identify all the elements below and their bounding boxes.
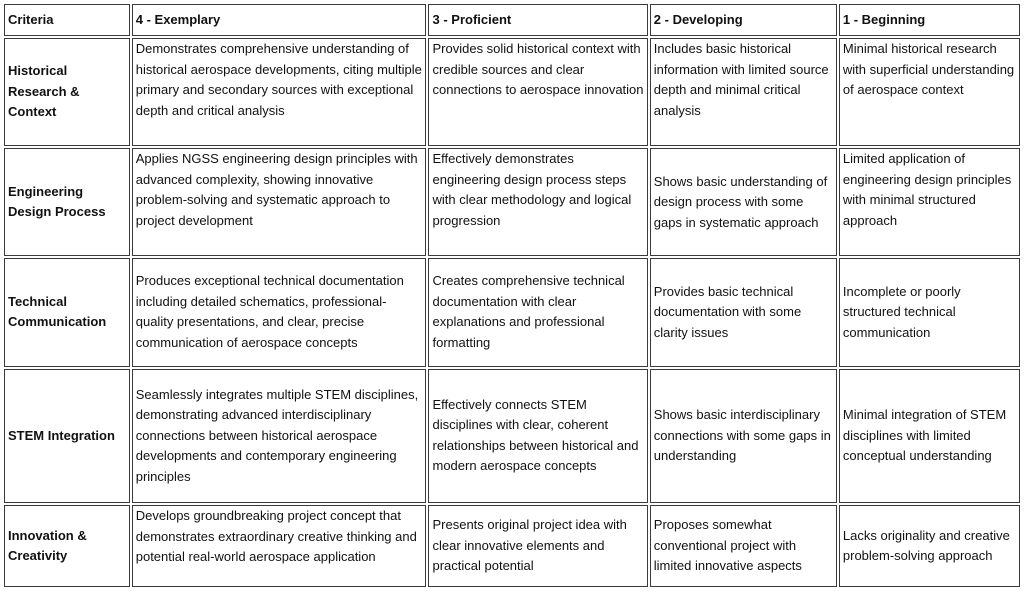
exemplary-cell: Seamlessly integrates multiple STEM disciplines, demonstrating advanced interdisciplinary connections between historical aerospace developments and contemporary engineering principles bbox=[132, 369, 427, 504]
proficient-cell: Effectively demonstrates engineering design process steps with clear methodology and logical progression bbox=[428, 148, 647, 256]
header-beginning: 1 - Beginning bbox=[839, 4, 1020, 36]
rubric-row-stem-integration bbox=[4, 369, 1020, 504]
exemplary-cell: Applies NGSS engineering design principles with advanced complexity, showing innovative problem-solving and systematic approach to project development bbox=[132, 148, 427, 256]
beginning-cell: Incomplete or poorly structured technical communication bbox=[839, 258, 1020, 366]
developing-cell: Includes basic historical information with limited source depth and minimal critical analysis bbox=[650, 38, 837, 146]
criteria-cell: Innovation & Creativity bbox=[4, 505, 130, 587]
header-developing: 2 - Developing bbox=[650, 4, 837, 36]
developing-cell: Shows basic understanding of design process with some gaps in systematic approach bbox=[650, 148, 837, 256]
exemplary-cell: Produces exceptional technical documentation including detailed schematics, professional-quality presentations, and clear, precise communication of aerospace concepts bbox=[132, 258, 427, 366]
beginning-cell: Minimal historical research with superficial understanding of aerospace context bbox=[839, 38, 1020, 146]
rubric-row-innovation-creativity bbox=[4, 505, 1020, 587]
beginning-cell: Minimal integration of STEM disciplines with limited conceptual understanding bbox=[839, 369, 1020, 504]
proficient-cell: Creates comprehensive technical documentation with clear explanations and professional formatting bbox=[428, 258, 647, 366]
developing-cell: Proposes somewhat conventional project with limited innovative aspects bbox=[650, 505, 837, 587]
proficient-cell: Effectively connects STEM disciplines with clear, coherent relationships between historical and modern aerospace concepts bbox=[428, 369, 647, 504]
proficient-cell: Presents original project idea with clear innovative elements and practical potential bbox=[428, 505, 647, 587]
rubric-row-technical-communication bbox=[4, 258, 1020, 366]
header-criteria: Criteria bbox=[4, 4, 130, 36]
criteria-cell: Historical Research & Context bbox=[4, 38, 130, 146]
header-exemplary: 4 - Exemplary bbox=[132, 4, 427, 36]
developing-cell: Provides basic technical documentation with some clarity issues bbox=[650, 258, 837, 366]
criteria-cell: Engineering Design Process bbox=[4, 148, 130, 256]
rubric-row-engineering-design bbox=[4, 148, 1020, 256]
header-proficient: 3 - Proficient bbox=[428, 4, 647, 36]
developing-cell: Shows basic interdisciplinary connections with some gaps in understanding bbox=[650, 369, 837, 504]
beginning-cell: Limited application of engineering design principles with minimal structured approach bbox=[839, 148, 1020, 256]
criteria-cell: STEM Integration bbox=[4, 369, 130, 504]
exemplary-cell: Develops groundbreaking project concept that demonstrates extraordinary creative thinking and potential real-world aerospace application bbox=[132, 505, 427, 587]
proficient-cell: Provides solid historical context with credible sources and clear connections to aerospace innovation bbox=[428, 38, 647, 146]
beginning-cell: Lacks originality and creative problem-solving approach bbox=[839, 505, 1020, 587]
exemplary-cell: Demonstrates comprehensive understanding of historical aerospace developments, citing multiple primary and secondary sources with exceptional depth and critical analysis bbox=[132, 38, 427, 146]
header-row bbox=[4, 4, 1020, 36]
rubric-table bbox=[2, 2, 1022, 589]
rubric-row-historical-research bbox=[4, 38, 1020, 146]
criteria-cell: Technical Communication bbox=[4, 258, 130, 366]
